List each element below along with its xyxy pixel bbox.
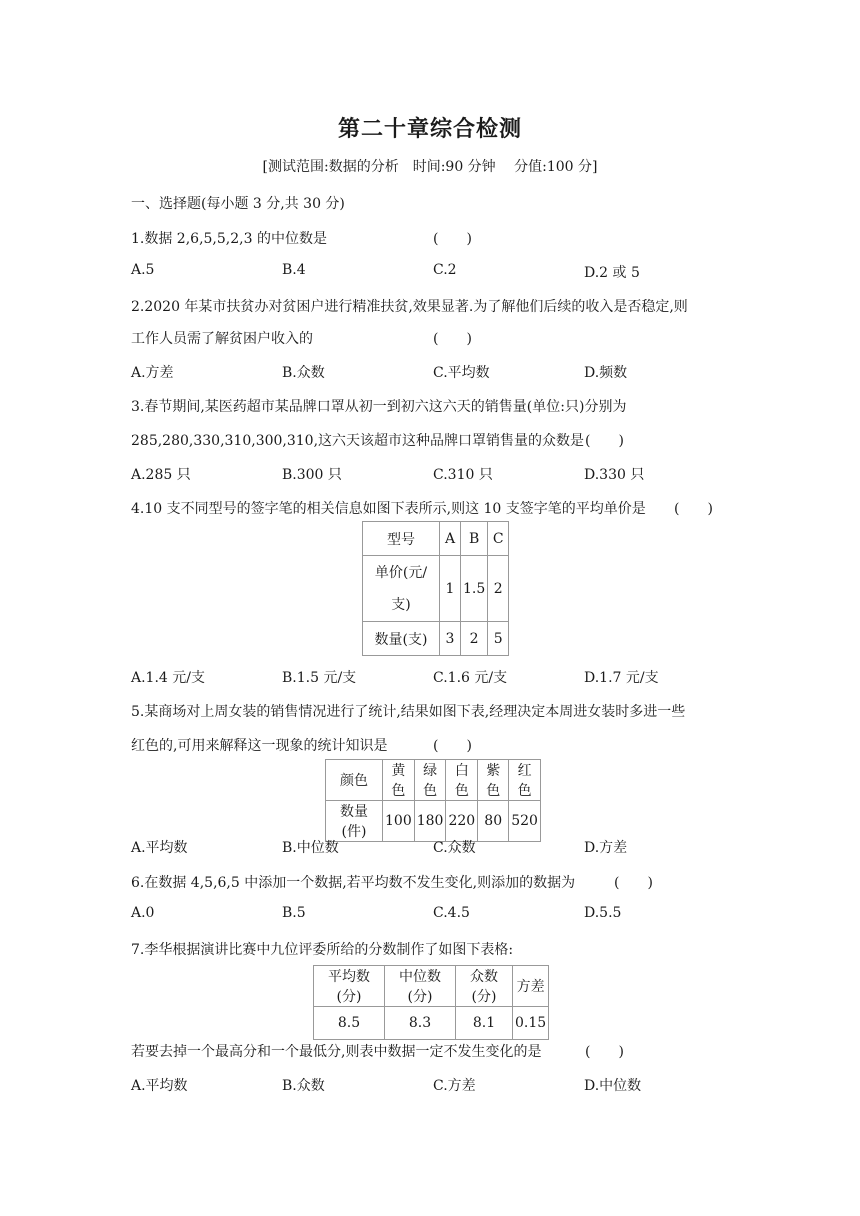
table-cell: 8.1 (456, 1007, 513, 1040)
option-c: C.众数 (433, 840, 476, 856)
option-a: A.1.4 元/支 (131, 670, 205, 686)
table-cell: 黄色 (383, 760, 415, 801)
pen-info-table (362, 521, 509, 656)
option-b: B.众数 (282, 365, 325, 381)
option-b: B.300 只 (282, 467, 342, 483)
option-d: D.5.5 (584, 905, 622, 921)
table-cell: 型号 (363, 522, 440, 556)
table-cell: 白色 (446, 760, 478, 801)
question-2-text-line1: 2.2020 年某市扶贫办对贫困户进行精准扶贫,效果显著.为了解他们后续的收入是否稳定,则 (131, 299, 688, 315)
option-c: C.310 只 (433, 467, 493, 483)
table-header-row (363, 522, 509, 556)
table-cell: 5 (488, 622, 509, 656)
table-row (314, 1007, 549, 1040)
table-cell: C (488, 522, 509, 556)
table-header-row (314, 966, 549, 1007)
table-cell: 1 (440, 556, 461, 622)
table-cell: 220 (446, 801, 478, 842)
option-b: B.1.5 元/支 (282, 670, 357, 686)
table-cell: 180 (414, 801, 446, 842)
question-1-answer-blank: ( ) (433, 231, 472, 247)
section-heading: 一、选择题(每小题 3 分,共 30 分) (131, 196, 345, 212)
option-a: A.方差 (131, 365, 174, 381)
question-1-text: 1.数据 2,6,5,5,2,3 的中位数是 (131, 231, 327, 247)
question-5-text-line2: 红色的,可用来解释这一现象的统计知识是 (131, 738, 388, 754)
option-b: B.5 (282, 905, 306, 921)
table-cell: 8.3 (385, 1007, 456, 1040)
table-cell: 8.5 (314, 1007, 385, 1040)
table-cell: B (461, 522, 488, 556)
option-a: A.5 (131, 262, 155, 278)
question-7-text-line2: 若要去掉一个最高分和一个最低分,则表中数据一定不发生变化的是 (131, 1044, 542, 1060)
option-a: A.平均数 (131, 840, 188, 856)
option-d: D.中位数 (584, 1078, 642, 1094)
score-stats-table (313, 965, 549, 1040)
table-cell: 520 (509, 801, 541, 842)
option-d: D.1.7 元/支 (584, 670, 659, 686)
table-cell: A (440, 522, 461, 556)
table-cell: 红色 (509, 760, 541, 801)
table-cell: 众数(分) (456, 966, 513, 1007)
table-row (326, 801, 541, 842)
table-cell: 平均数(分) (314, 966, 385, 1007)
option-a: A.285 只 (131, 467, 191, 483)
table-cell: 80 (478, 801, 509, 842)
question-3-answer-blank: ( ) (585, 433, 624, 449)
option-b: B.众数 (282, 1078, 325, 1094)
option-c: C.方差 (433, 1078, 476, 1094)
option-d: D.330 只 (584, 467, 645, 483)
table-cell: 2 (488, 556, 509, 622)
price-label-line2: 支) (391, 596, 411, 613)
table-row-label: 数量(件) (326, 801, 383, 842)
table-cell: 颜色 (326, 760, 383, 801)
option-b: B.中位数 (282, 840, 339, 856)
question-2-text-line2: 工作人员需了解贫困户收入的 (131, 331, 313, 347)
option-c: C.平均数 (433, 365, 490, 381)
table-cell: 3 (440, 622, 461, 656)
table-cell: 1.5 (461, 556, 488, 622)
option-a: A.0 (131, 905, 155, 921)
option-c: C.2 (433, 262, 457, 278)
table-cell: 绿色 (414, 760, 446, 801)
question-5-answer-blank: ( ) (433, 738, 472, 754)
table-cell: 0.15 (513, 1007, 549, 1040)
table-row (363, 556, 509, 622)
question-6-text: 6.在数据 4,5,6,5 中添加一个数据,若平均数不发生变化,则添加的数据为 (131, 875, 576, 891)
page-subtitle: [测试范围:数据的分析 时间:90 分钟 分值:100 分] (262, 159, 598, 175)
question-3-text-line1: 3.春节期间,某医药超市某品牌口罩从初一到初六这六天的销售量(单位:只)分别为 (131, 399, 627, 415)
question-5-text-line1: 5.某商场对上周女装的销售情况进行了统计,结果如图下表,经理决定本周进女装时多进一些 (131, 704, 686, 720)
table-cell: 2 (461, 622, 488, 656)
table-cell: 中位数(分) (385, 966, 456, 1007)
option-a: A.平均数 (131, 1078, 188, 1094)
table-row-label (363, 556, 440, 622)
option-d: D.2 或 5 (584, 265, 640, 281)
question-7-text: 7.李华根据演讲比赛中九位评委所给的分数制作了如图下表格: (131, 942, 514, 958)
table-cell: 方差 (513, 966, 549, 1007)
option-c: C.1.6 元/支 (433, 670, 508, 686)
option-c: C.4.5 (433, 905, 470, 921)
question-3-text-line2: 285,280,330,310,300,310,这六天该超市这种品牌口罩销售量的众数是 (131, 433, 585, 449)
question-4-text: 4.10 支不同型号的签字笔的相关信息如图下表所示,则这 10 支签字笔的平均单价是 (131, 501, 646, 517)
table-row-label: 数量(支) (363, 622, 440, 656)
table-cell: 100 (383, 801, 415, 842)
page-title: 第二十章综合检测 (337, 117, 522, 142)
table-header-row (326, 760, 541, 801)
table-cell: 紫色 (478, 760, 509, 801)
option-b: B.4 (282, 262, 306, 278)
question-2-answer-blank: ( ) (433, 331, 472, 347)
price-label-line1: 单价(元/ (374, 564, 428, 581)
question-6-answer-blank: ( ) (614, 875, 653, 891)
question-7-answer-blank: ( ) (585, 1044, 624, 1060)
option-d: D.频数 (584, 365, 628, 381)
option-d: D.方差 (584, 840, 628, 856)
table-row (363, 622, 509, 656)
question-4-answer-blank: ( ) (674, 501, 713, 517)
sales-color-table (325, 759, 541, 842)
